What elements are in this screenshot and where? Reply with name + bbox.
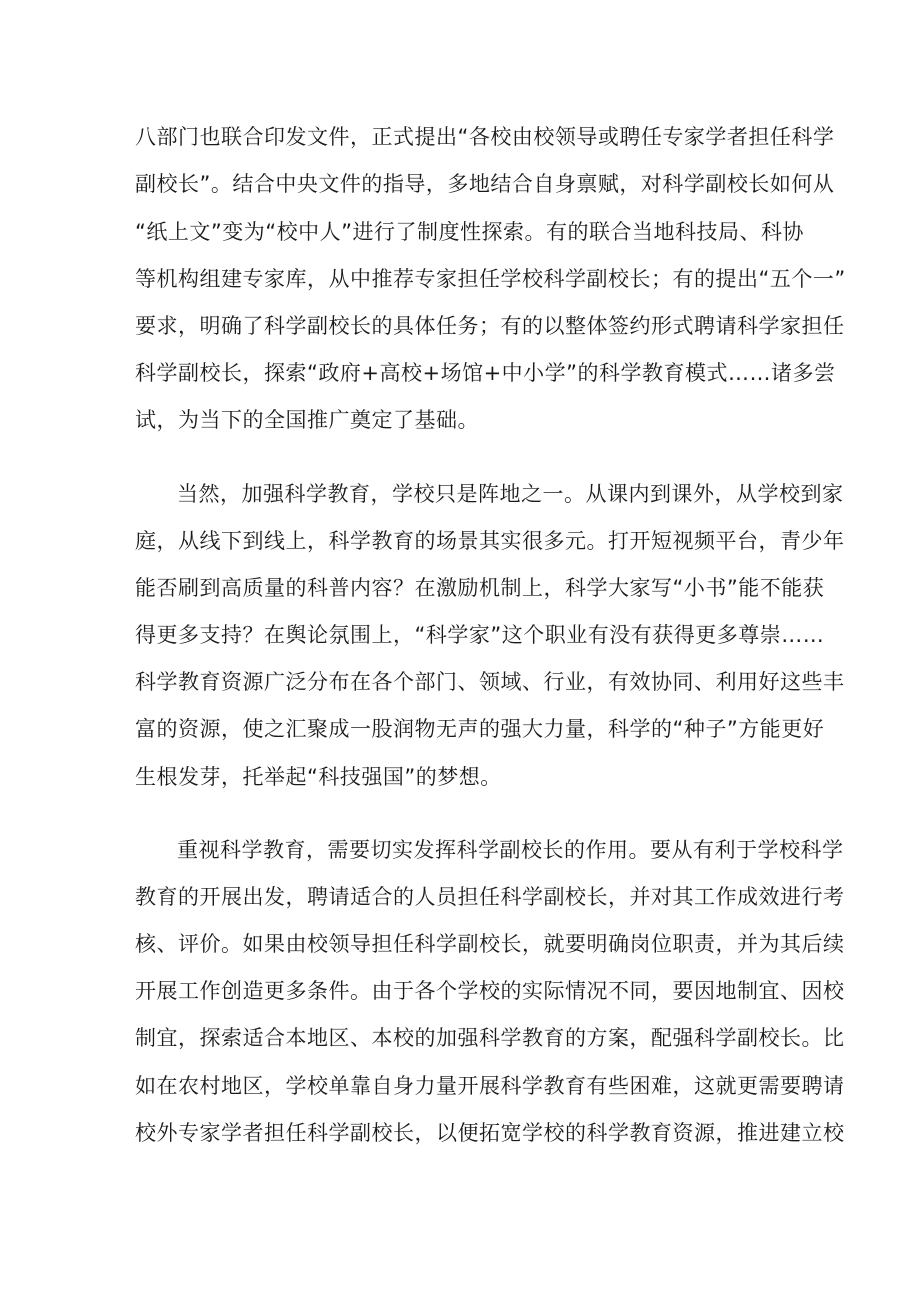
- text-line: 科学教育资源广泛分布在各个部门、领域、行业，有效协同、利用好这些丰: [135, 670, 845, 694]
- text-line: 校外专家学者担任科学副校长，以便拓宽学校的科学教育资源，推进建立校: [135, 1121, 845, 1145]
- text-line: 生根发芽，托举起“科技强国”的梦想。: [135, 765, 502, 789]
- text-line: 科学副校长，探索“政府+高校+场馆+中小学”的科学教育模式……诸多尝: [135, 361, 836, 385]
- text-line: “纸上文”变为“校中人”进行了制度性探索。有的联合当地科技局、科协: [135, 220, 805, 244]
- text-line: 副校长”。结合中央文件的指导，多地结合自身禀赋，对科学副校长如何从: [135, 172, 835, 196]
- text-line: 教育的开展出发，聘请适合的人员担任科学副校长，并对其工作成效进行考: [135, 885, 845, 909]
- text-line: 制宜，探索适合本地区、本校的加强科学教育的方案，配强科学副校长。比: [135, 1026, 845, 1050]
- text-line: 如在农村地区，学校单靠自身力量开展科学教育有些困难，这就更需要聘请: [135, 1074, 845, 1098]
- text-line: 庭，从线下到线上，科学教育的场景其实很多元。打开短视频平台，青少年: [135, 529, 845, 553]
- text-line: 试，为当下的全国推广奠定了基础。: [135, 408, 479, 432]
- text-line: 富的资源，使之汇聚成一股润物无声的强大力量，科学的“种子”方能更好: [135, 717, 825, 741]
- text-line: 要求，明确了科学副校长的具体任务；有的以整体签约形式聘请科学家担任: [135, 314, 845, 338]
- text-line: 开展工作创造更多条件。由于各个学校的实际情况不同，要因地制宜、因校: [135, 979, 845, 1003]
- text-line: 重视科学教育，需要切实发挥科学副校长的作用。要从有利于学校科学: [177, 838, 844, 862]
- text-line: 八部门也联合印发文件，正式提出“各校由校领导或聘任专家学者担任科学: [135, 125, 835, 149]
- text-line: 得更多支持？在舆论氛围上，“科学家”这个职业有没有获得更多尊崇……: [135, 623, 825, 647]
- text-line: 当然，加强科学教育，学校只是阵地之一。从课内到课外，从学校到家: [177, 482, 844, 506]
- text-line: 核、评价。如果由校领导担任科学副校长，就要明确岗位职责，并为其后续: [135, 932, 845, 956]
- text-line: 能否刷到高质量的科普内容？在激励机制上，科学大家写“小书”能不能获: [135, 576, 825, 600]
- text-line: 等机构组建专家库，从中推荐专家担任学校科学副校长；有的提出“五个一”: [135, 267, 846, 291]
